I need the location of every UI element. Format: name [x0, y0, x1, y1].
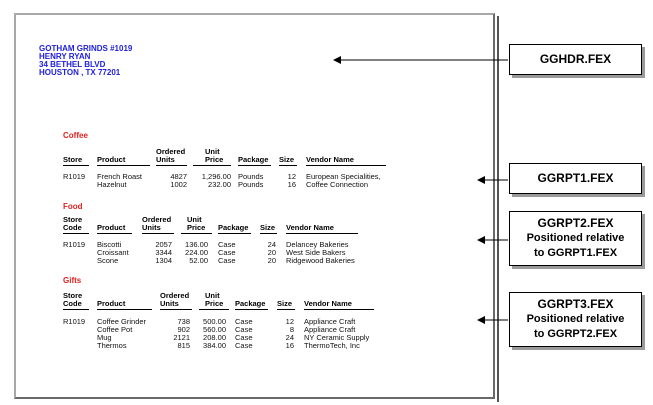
column-header: Package — [238, 155, 269, 164]
column-header: Unit Price — [187, 215, 206, 232]
table-cell: 20 — [267, 256, 276, 265]
table-cell: 738 — [177, 317, 190, 326]
table-cell: 232.00 — [208, 180, 231, 189]
table-cell: R1019 — [63, 172, 86, 181]
callout-line: GGHDR.FEX — [539, 52, 612, 66]
section-title-coffee: Coffee — [63, 131, 88, 140]
table-cell: 384.00 — [203, 341, 226, 350]
column-header: Product — [97, 155, 126, 164]
table-cell: 24 — [285, 333, 294, 342]
callout-line: to GGRPT1.FEX — [533, 247, 618, 259]
table-cell: 902 — [177, 325, 190, 334]
column-header: Product — [97, 223, 126, 232]
callout-gghdr — [509, 44, 642, 75]
table-cell: Case — [218, 256, 236, 265]
table-cell: 208.00 — [203, 333, 226, 342]
column-header: Unit Price — [205, 147, 224, 164]
table-cell: 16 — [285, 341, 294, 350]
table-cell: R1019 — [63, 240, 86, 249]
table-cell: West Side Bakers — [286, 248, 346, 257]
column-header: Package — [218, 223, 249, 232]
table-cell: Pounds — [238, 180, 264, 189]
report-header-line: GOTHAM GRINDS #1019 — [39, 44, 133, 53]
table-cell: Appliance Craft — [304, 317, 356, 326]
table-cell: Pounds — [238, 172, 264, 181]
report-header-line: 34 BETHEL BLVD — [39, 60, 106, 69]
table-cell: 2057 — [155, 240, 172, 249]
table-cell: Hazelnut — [97, 180, 127, 189]
table-cell: Appliance Craft — [304, 325, 356, 334]
table-cell: Case — [235, 333, 253, 342]
table-cell: 560.00 — [203, 325, 226, 334]
callout-ggrpt2 — [509, 211, 642, 266]
column-header: Ordered Units — [142, 215, 172, 232]
table-cell: 12 — [285, 317, 294, 326]
table-cell: Case — [218, 248, 236, 257]
table-cell: 20 — [267, 248, 276, 257]
column-header: Size — [279, 155, 295, 164]
callout-ggrpt1 — [509, 163, 642, 194]
table-cell: NY Ceramic Supply — [304, 333, 370, 342]
column-header: Vendor Name — [286, 223, 334, 232]
column-header: Product — [97, 299, 126, 308]
table-cell: 1002 — [170, 180, 187, 189]
column-header: Size — [260, 223, 276, 232]
report-header-line: HOUSTON , TX 77201 — [39, 68, 121, 77]
table-cell: 136.00 — [185, 240, 208, 249]
table-cell: 24 — [267, 240, 276, 249]
column-header: Vendor Name — [304, 299, 352, 308]
table-cell: Croissant — [97, 248, 129, 257]
table-cell: ThermoTech, Inc — [304, 341, 360, 350]
table-cell: 52.00 — [189, 256, 208, 265]
column-header: Vendor Name — [306, 155, 354, 164]
table-cell: Ridgewood Bakeries — [286, 256, 355, 265]
column-header: Unit Price — [205, 291, 224, 308]
table-cell: 8 — [289, 325, 294, 334]
section-title-gifts: Gifts — [63, 276, 82, 285]
column-header: Store Code — [63, 215, 83, 232]
report-header-line: HENRY RYAN — [39, 52, 91, 61]
column-header: Ordered Units — [156, 147, 186, 164]
table-cell: 16 — [287, 180, 296, 189]
table-cell: 224.00 — [185, 248, 208, 257]
table-cell: 4827 — [170, 172, 187, 181]
table-cell: Thermos — [97, 341, 127, 350]
table-cell: 3344 — [155, 248, 172, 257]
column-header: Package — [235, 299, 266, 308]
table-cell: Case — [218, 240, 236, 249]
table-cell: French Roast — [97, 172, 143, 181]
table-cell: Case — [235, 317, 253, 326]
table-cell: Delancey Bakeries — [286, 240, 349, 249]
table-cell: Coffee Pot — [97, 325, 133, 334]
table-cell: 500.00 — [203, 317, 226, 326]
callout-line: GGRPT3.FEX — [537, 297, 614, 311]
table-cell: 2121 — [173, 333, 190, 342]
table-cell: 1,296.00 — [201, 172, 231, 181]
column-header: Store — [63, 155, 83, 164]
section-title-food: Food — [63, 202, 83, 211]
table-cell: Case — [235, 325, 253, 334]
column-header: Store Code — [63, 291, 83, 308]
callout-ggrpt3 — [509, 292, 642, 347]
table-cell: Biscotti — [97, 240, 122, 249]
table-cell: 815 — [177, 341, 190, 350]
table-cell: Mug — [97, 333, 112, 342]
table-cell: 1304 — [155, 256, 172, 265]
table-cell: Case — [235, 341, 253, 350]
callout-line: Positioned relative — [526, 232, 625, 244]
table-cell: R1019 — [63, 317, 86, 326]
callout-line: GGRPT1.FEX — [537, 171, 614, 185]
table-cell: 12 — [287, 172, 296, 181]
table-cell: Scone — [97, 256, 119, 265]
callout-line: to GGRPT2.FEX — [533, 328, 618, 340]
table-cell: Coffee Grinder — [97, 317, 147, 326]
callout-line: Positioned relative — [526, 313, 625, 325]
column-header: Ordered Units — [160, 291, 190, 308]
column-header: Size — [277, 299, 293, 308]
table-cell: European Specialities, — [306, 172, 381, 181]
callout-line: GGRPT2.FEX — [537, 216, 614, 230]
table-cell: Coffee Connection — [306, 180, 368, 189]
